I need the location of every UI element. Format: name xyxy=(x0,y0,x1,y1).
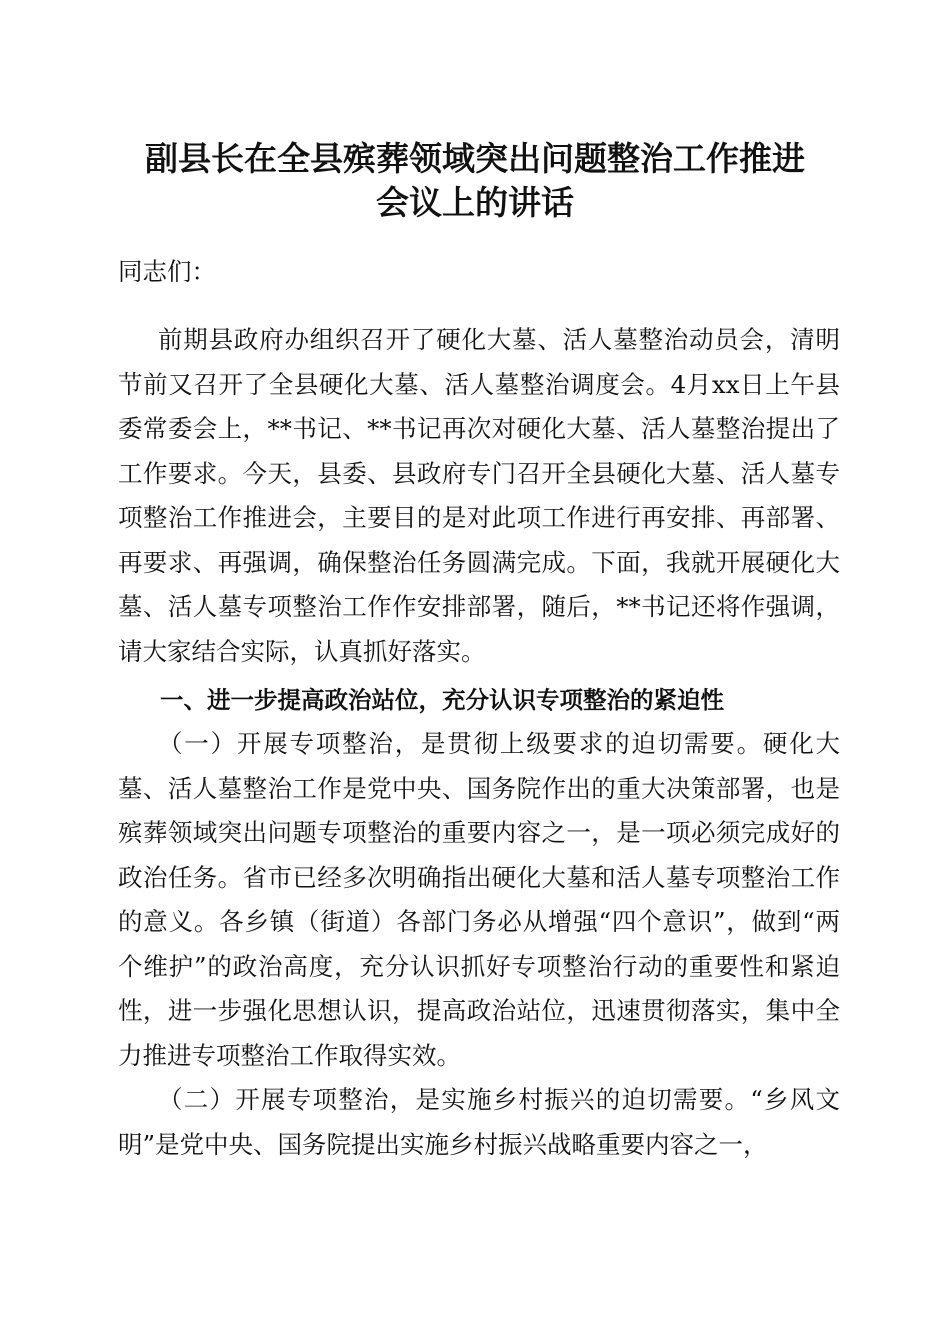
paragraph-section-1-1: （一）开展专项整治，是贯彻上级要求的迫切需要。硬化大墓、活人墓整治工作是党中央、国务院作出的重大决策部署，也是殡葬领域突出问题专项整治的重要内容之一，是一项必须完成好的政治任务。省市已经多次明确指出硬化大墓和活人墓专项整治工作的意义。各乡镇（街道）各部门务必从增强“四个意识”，做到“两个维护”的政治高度，充分认识抓好专项整治行动的重要性和紧迫性，进一步强化思想认识，提高政治站位，迅速贯彻落实，集中全力推进专项整治工作取得实效。 xyxy=(118,729,840,1070)
paragraph-intro: 前期县政府办组织召开了硬化大墓、活人墓整治动员会，清明节前又召开了全县硬化大墓、活人墓整治调度会。4月xx日上午县委常委会上，**书记、**书记再次对硬化大墓、活人墓整治提出了工作要求。今天，县委、县政府专门召开全县硬化大墓、活人墓专项整治工作推进会，主要目的是对此项工作进行再安排、再部署、再要求、再强调，确保整治任务圆满完成。下面，我就开展硬化大墓、活人墓专项整治工作作安排部署，随后，**书记还将作强调，请大家结合实际，认真抓好落实。 xyxy=(118,325,840,666)
document-title-line-1: 副县长在全县殡葬领域突出问题整治工作推进 xyxy=(145,139,805,178)
paragraph-section-1-2: （二）开展专项整治，是实施乡村振兴的迫切需要。“乡风文明”是党中央、国务院提出实施乡村振兴战略重要内容之一， xyxy=(118,1085,840,1159)
salutation: 同志们： xyxy=(118,257,216,286)
document-title-line-2: 会议上的讲话 xyxy=(376,183,574,222)
section-heading-1: 一、进一步提高政治站位，充分认识专项整治的紧迫性 xyxy=(160,686,724,714)
